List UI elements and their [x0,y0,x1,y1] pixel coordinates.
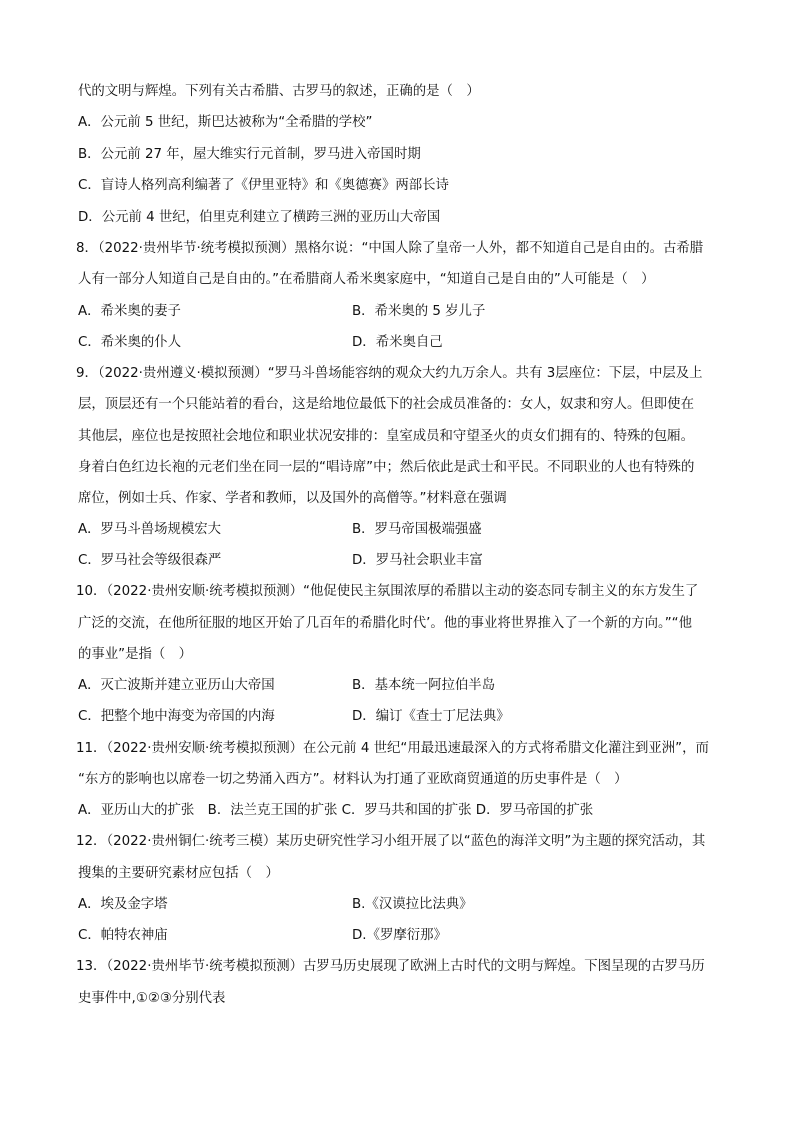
q10-option-a: A．灭亡波斯并建立亚历山大帝国 [78,678,275,693]
q12-options-row1 [78,895,728,915]
q8-option-c: C．希米奥的仆人 [78,335,182,350]
q9-option-d: D．罗马社会职业丰富 [352,553,483,568]
q9-stem-line5: 席位，例如士兵、作家、学者和教师，以及国外的高僧等。”材料意在强调 [78,491,507,506]
q10-options-row2 [78,707,728,727]
q9-options-row2 [78,551,728,571]
q8-option-d: D．希米奥自己 [352,335,443,350]
q8-options-row2 [78,333,728,353]
q11-stem-line1: 11．（2022·贵州安顺·统考模拟预测）在公元前 4 世纪“用最迅速最深入的方式将希腊文化灌注到亚洲”，而 [76,741,709,756]
q10-stem-line1: 10．（2022·贵州安顺·统考模拟预测）“他促使民主氛围浓厚的希腊以主动的姿态同专制主义的东方发生了 [76,584,699,599]
q12-option-d: D.《罗摩衍那》 [352,928,447,943]
q9-stem-line2: 层，顶层还有一个只能站着的看台，这是给地位最低下的社会成员准备的：女人，奴隶和穷人。但即使在 [78,397,694,412]
q9-options-row1 [78,520,728,540]
q9-option-c: C．罗马社会等级很森严 [78,553,222,568]
q11-options: A．亚历山大的扩张 B．法兰克王国的扩张 C．罗马共和国的扩张 D．罗马帝国的扩张 [78,803,594,818]
q11-stem-line2: “东方的影响也以席卷一切之势涌入西方”。材料认为打通了亚欧商贸通道的历史事件是（ ） [78,772,628,787]
q13-stem-line1: 13．（2022·贵州毕节·统考模拟预测）古罗马历史展现了欧洲上古时代的文明与辉煌。下图呈现的古罗马历 [76,959,705,974]
q7-option-c: C．盲诗人格列高利编著了《伊里亚特》和《奥德赛》两部长诗 [78,178,449,193]
q8-stem-line1: 8．（2022·贵州毕节·统考模拟预测）黑格尔说：“中国人除了皇帝一人外，都不知道自己是自由的。古希腊 [76,241,704,256]
q12-option-c: C．帕特农神庙 [78,928,168,943]
q10-stem-line2: 广泛的交流，在他所征服的地区开始了几百年的希腊化时代’。他的事业将世界推入了一个新的方向。”“他 [78,616,693,631]
q9-stem-line4: 身着白色红边长袍的元老们坐在同一层的“唱诗席”中；然后依此是武士和平民。不同职业的人也有特殊的 [78,460,695,475]
q12-stem-line2: 搜集的主要研究素材应包括（ ） [78,866,279,881]
q10-option-b: B．基本统一阿拉伯半岛 [352,678,496,693]
q9-stem-line1: 9．（2022·贵州遵义·模拟预测）“罗马斗兽场能容纳的观众大约九万余人。共有 3层座位：下层，中层及上 [76,366,703,381]
q7-option-a: A．公元前 5 世纪，斯巴达被称为“全希腊的学校” [78,115,373,130]
q8-option-a: A．希米奥的妻子 [78,304,181,319]
q12-option-b: B.《汉谟拉比法典》 [352,897,473,912]
q13-stem-line2: 史事件中,①②③分别代表 [78,991,226,1006]
intro-line: 代的文明与辉煌。下列有关古希腊、古罗马的叙述，正确的是（ ） [78,84,480,99]
q7-option-b: B．公元前 27 年，屋大维实行元首制，罗马进入帝国时期 [78,147,421,162]
q10-option-d: D．编订《查士丁尼法典》 [352,709,510,724]
q9-stem-line3: 其他层，座位也是按照社会地位和职业状况安排的：皇室成员和守望圣火的贞女们拥有的、特殊的包厢。 [78,429,694,444]
q10-option-c: C．把整个地中海变为帝国的内海 [78,709,275,724]
q9-option-b: B．罗马帝国极端强盛 [352,522,482,537]
q8-stem-line2: 人有一部分人知道自己是自由的。”在希腊商人希米奥家庭中，“知道自己是自由的”人可能是（ ） [78,272,655,287]
q12-stem-line1: 12．（2022·贵州铜仁·统考三模）某历史研究性学习小组开展了以“蓝色的海洋文明”为主题的探究活动，其 [76,834,706,849]
q8-options-row1 [78,302,728,322]
q8-option-b: B．希米奥的 5 岁儿子 [352,304,486,319]
q12-option-a: A．埃及金字塔 [78,897,168,912]
q10-options-row1 [78,676,728,696]
q10-stem-line3: 的事业”是指（ ） [78,647,193,662]
q12-options-row2 [78,926,728,946]
q7-option-d: D．公元前 4 世纪，伯里克利建立了横跨三洲的亚历山大帝国 [78,210,441,225]
q9-option-a: A．罗马斗兽场规模宏大 [78,522,222,537]
